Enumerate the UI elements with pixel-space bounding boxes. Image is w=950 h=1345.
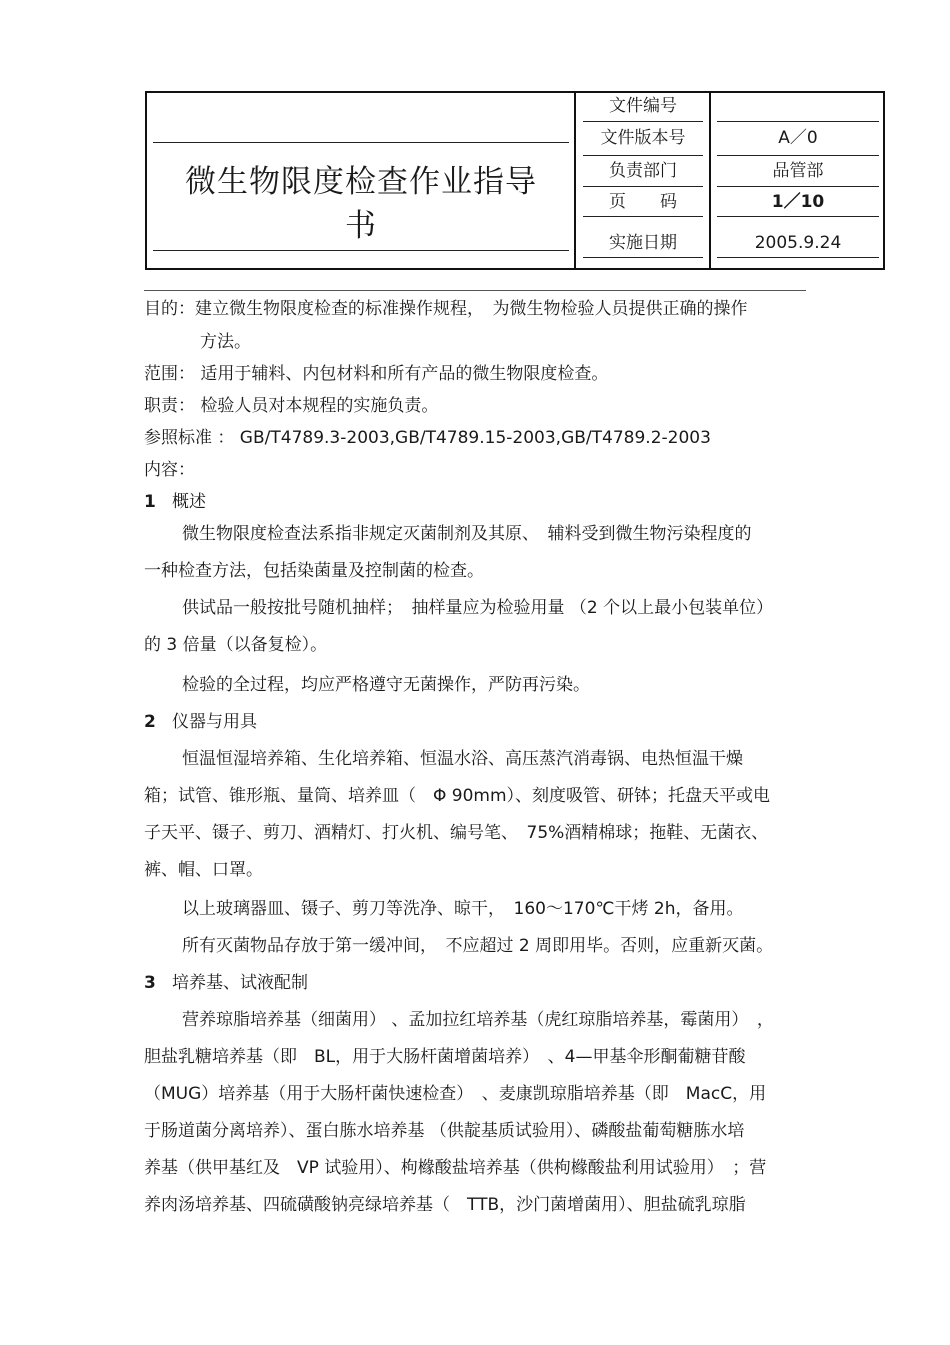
s2-para1-line2: 箱；试管、锥形瓶、量筒、培养皿（ Φ 90mm）、刻度吸管、研钵；托盘天平或电 [144, 786, 771, 806]
row3-value-rule [717, 186, 879, 187]
file-number-label: 文件编号 [609, 96, 677, 116]
header-divider-2 [709, 93, 711, 268]
header-divider-1 [574, 93, 576, 268]
s3-line-6: 养肉汤培养基、四硫磺酸钠亮绿培养基（ TTB，沙门菌增菌用）、胆盐硫乳琼脂 [144, 1195, 746, 1215]
title-top-rule [153, 142, 569, 143]
duty-line: 职责： 检验人员对本规程的实施负责。 [144, 396, 439, 416]
page-value: 1／10 [771, 192, 825, 212]
purpose-line-2: 方法。 [200, 332, 251, 352]
s3-line-4: 于肠道菌分离培养）、蛋白胨水培养基 （供靛基质试验用）、磷酸盐葡萄糖胨水培 [144, 1121, 745, 1141]
section-3-number: 3 [144, 973, 156, 993]
s1-para2-line2: 的 3 倍量（以备复检）。 [144, 635, 328, 655]
document-title: 微生物限度检查作业指导 [185, 164, 537, 200]
row3-label-rule [583, 186, 703, 187]
section-3-title: 培养基、试液配制 [172, 973, 308, 993]
row5-label-rule [583, 257, 703, 258]
version-value: A／0 [778, 128, 818, 148]
s3-line-3: （MUG）培养基（用于大肠杆菌快速检查） 、麦康凯琼脂培养基（即 MacC，用 [144, 1084, 767, 1104]
s2-para1-line4: 裤、帽、口罩。 [144, 860, 263, 880]
purpose-line-1: 目的：建立微生物限度检查的标准操作规程， 为微生物检验人员提供正确的操作 [144, 299, 748, 319]
row1-value-rule [717, 121, 879, 122]
s2-para1-line3: 子天平、镊子、剪刀、酒精灯、打火机、编号笔、 75%酒精棉球；拖鞋、无菌衣、 [144, 823, 769, 843]
s3-line-2: 胆盐乳糖培养基（即 BL，用于大肠杆菌增菌培养） 、4—甲基伞形酮葡糖苷酸 [144, 1047, 746, 1067]
s2-para1-line1: 恒温恒湿培养箱、生化培养箱、恒温水浴、高压蒸汽消毒锅、电热恒温干燥 [182, 749, 743, 769]
section-2-number: 2 [144, 712, 156, 732]
section-1-title: 概述 [172, 492, 206, 512]
header-separator [144, 290, 806, 291]
s1-para2-line1: 供试品一般按批号随机抽样； 抽样量应为检验用量 （2 个以上最小包装单位） [182, 598, 774, 618]
document-title-line2: 书 [345, 208, 377, 244]
row4-label-rule [583, 216, 703, 217]
content-label: 内容： [144, 460, 195, 480]
title-bottom-rule [153, 250, 569, 251]
row5-value-rule [717, 257, 879, 258]
row4-value-rule [717, 216, 879, 217]
section-1-number: 1 [144, 492, 156, 512]
effective-date-value: 2005.9.24 [754, 233, 842, 253]
row1-label-rule [583, 121, 703, 122]
row2-label-rule [583, 155, 703, 156]
page-label: 页 码 [609, 192, 677, 212]
row2-value-rule [717, 155, 879, 156]
s1-para3: 检验的全过程，均应严格遵守无菌操作，严防再污染。 [182, 675, 590, 695]
s2-para2: 以上玻璃器皿、镊子、剪刀等洗净、晾干， 160～170℃干烤 2h，备用。 [182, 899, 744, 919]
s1-para1-line1: 微生物限度检查法系指非规定灭菌制剂及其原、 辅料受到微生物污染程度的 [182, 524, 752, 544]
section-2-title: 仪器与用具 [172, 712, 257, 732]
effective-date-label: 实施日期 [609, 233, 677, 253]
scope-line: 范围： 适用于辅料、内包材料和所有产品的微生物限度检查。 [144, 364, 609, 384]
department-value: 品管部 [772, 161, 824, 181]
document-header-table [145, 91, 885, 270]
title-area [147, 93, 575, 268]
standard-line: 参照标准 ： GB/T4789.3-2003,GB/T4789.15-2003,GB/T4789.2-2003 [144, 428, 711, 448]
version-label: 文件版本号 [600, 128, 686, 148]
s2-para3: 所有灭菌物品存放于第一缓冲间， 不应超过 2 周即用毕。否则，应重新灭菌。 [182, 936, 774, 956]
s1-para1-line2: 一种检查方法，包括染菌量及控制菌的检查。 [144, 561, 484, 581]
department-label: 负责部门 [609, 161, 677, 181]
s3-line-1: 营养琼脂培养基（细菌用） 、孟加拉红培养基（虎红琼脂培养基，霉菌用） ， [182, 1010, 774, 1030]
s3-line-5: 养基（供甲基红及 VP 试验用）、枸橼酸盐培养基（供枸橼酸盐利用试验用） ；营 [144, 1158, 767, 1178]
